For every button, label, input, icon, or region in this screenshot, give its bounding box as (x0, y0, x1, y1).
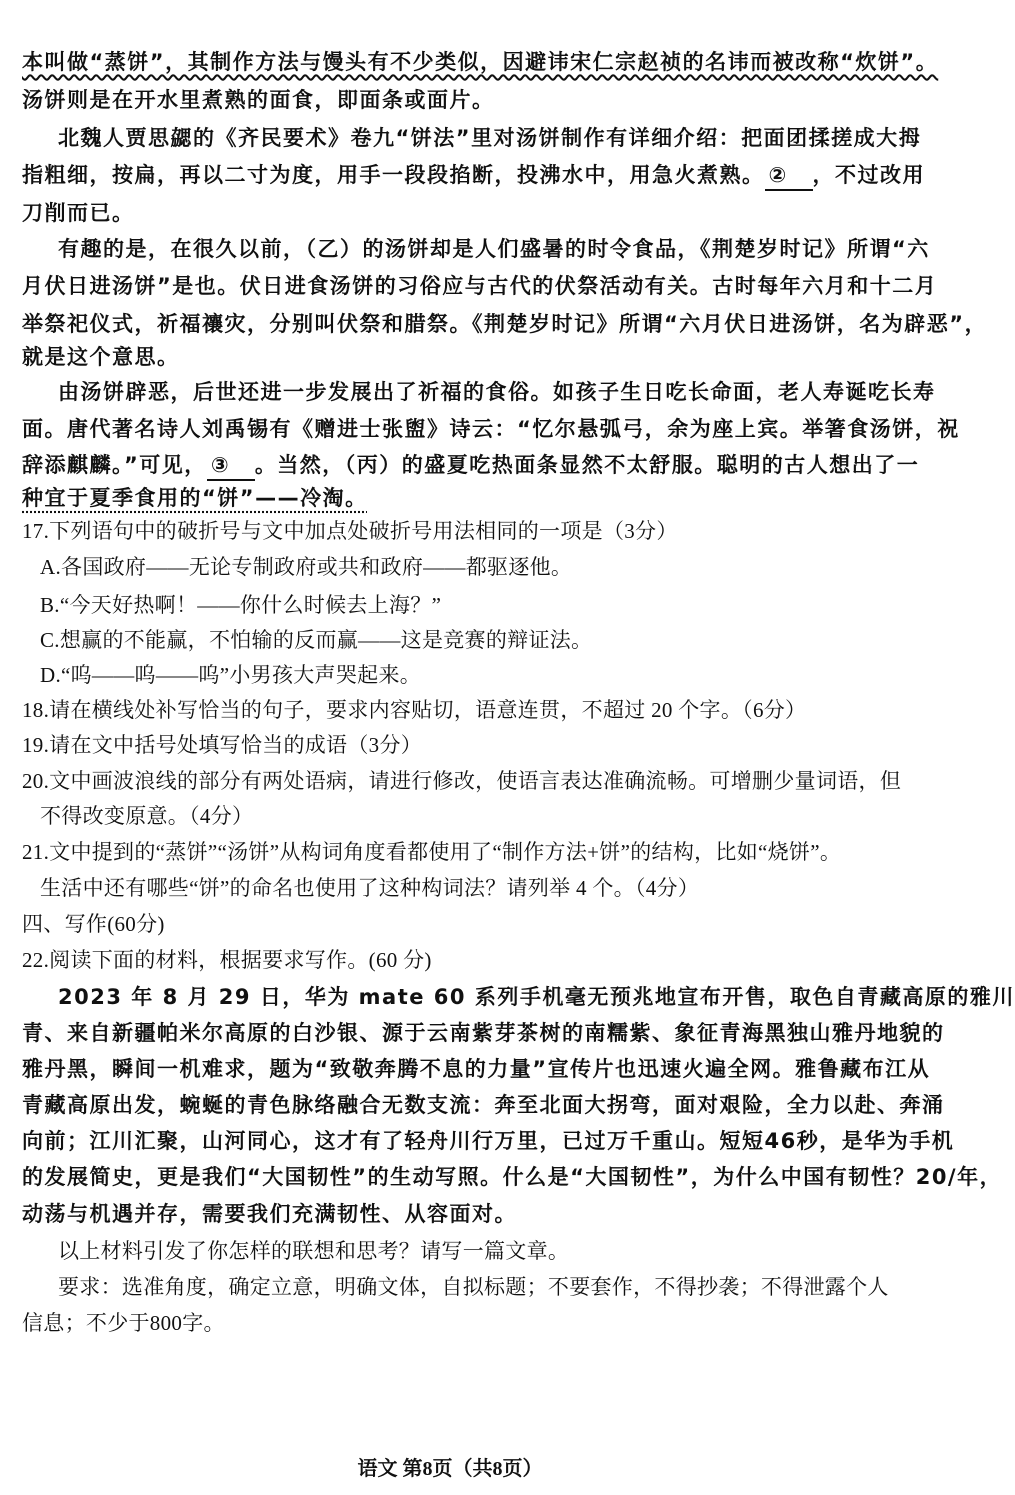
q17-option-d: D.“呜——呜——呜”小男孩大声哭起来。 (40, 663, 422, 687)
q19-text: 19.请在文中括号处填写恰当的成语（3分） (22, 733, 423, 757)
material-line-7: 动荡与机遇并存，需要我们充满韧性、从容面对。 (22, 1202, 517, 1226)
q17-option-c: C.想赢的不能赢，不怕输的反而赢——这是竞赛的辩证法。 (40, 628, 593, 652)
passage-line-2: 汤饼则是在开水里煮熟的面食，即面条或面片。 (22, 88, 495, 112)
q18-text: 18.请在横线处补写恰当的句子，要求内容贴切，语意连贯，不超过 20 个字。（6分） (22, 698, 807, 722)
q20-line-2: 不得改变原意。（4分） (40, 804, 254, 828)
page-footer: 语文 第8页（共8页） (357, 1458, 543, 1480)
q22-stem: 22.阅读下面的材料，根据要求写作。(60 分) (22, 948, 432, 972)
passage-line-11: 面。唐代著名诗人刘禹锡有《赠进士张盥》诗云：“忆尔悬弧弓，余为座上宾。举箸食汤饼，祝 (22, 417, 960, 441)
material-line-1: 2023 年 8 月 29 日，华为 mate 60 系列手机毫无预兆地宣布开售，取色自青藏高原的雅川 (58, 985, 1015, 1009)
q17-stem: 17.下列语句中的破折号与文中加点处破折号用法相同的一项是（3分） (22, 519, 678, 543)
q17-option-a: A.各国政府——无论专制政府或共和政府——都驱逐他。 (40, 555, 573, 579)
material-line-5: 向前；江川汇聚，山河同心，这才有了轻舟川行万里，已过万千重山。短短46秒，是华为手机 (22, 1129, 955, 1153)
passage-line-6: 有趣的是，在很久以前，（乙）的汤饼却是人们盛暑的时令食品，《荆楚岁时记》所谓“六 (58, 237, 930, 261)
passage-line-9: 就是这个意思。 (22, 345, 180, 369)
passage-line-12: 辞添麒麟。”可见， ③ 。当然，（丙）的盛夏吃热面条显然不太舒服。聪明的古人想出了一 (22, 451, 890, 481)
material-line-3: 雅丹黑，瞬间一机难求，题为“致敬奔腾不息的力量”宣传片也迅速火遍全网。雅鲁藏布江从 (22, 1057, 931, 1081)
q21-line-2: 生活中还有哪些“饼”的命名也使用了这种构词法？请列举 4 个。（4分） (40, 876, 700, 900)
passage-line-10: 由汤饼辟恶，后世还进一步发展出了祈福的食俗。如孩子生日吃长命面，老人寿诞吃长寿 (58, 380, 936, 404)
passage-line-8: 举祭祀仪式，祈福禳灾，分别叫伏祭和腊祭。《荆楚岁时记》所谓“六月伏日进汤饼，名为辟恶”， (22, 312, 988, 336)
q21-line-1: 21.文中提到的“蒸饼”“汤饼”从构词角度看都使用了“制作方法+饼”的结构，比如“烧饼”。 (22, 840, 842, 864)
blank-2: ② (765, 161, 813, 191)
passage-line-7: 月伏日进汤饼”是也。伏日进食汤饼的习俗应与古代的伏祭活动有关。古时每年六月和十二月 (22, 274, 938, 298)
passage-line-5: 刀削而已。 (22, 201, 135, 225)
q17-option-b: B.“今天好热啊！——你什么时候去上海？” (40, 593, 442, 617)
writing-requirements-2: 信息；不少于800字。 (22, 1311, 225, 1335)
blank-3: ③ (207, 451, 255, 481)
passage-line-3: 北魏人贾思勰的《齐民要术》卷九“饼法”里对汤饼制作有详细介绍：把面团揉搓成大拇 (58, 126, 922, 150)
material-line-4: 青藏高原出发，蜿蜒的青色脉络融合无数支流：奔至北面大拐弯，面对艰险，全力以赴、奔涌 (22, 1093, 945, 1117)
passage-line-4: 指粗细，按扁，再以二寸为度，用手一段段掐断，投沸水中，用急火煮熟。 ② ，不过改用 (22, 161, 890, 191)
section-heading-writing: 四、写作(60分) (22, 912, 165, 936)
material-line-6: 的发展简史，更是我们“大国韧性”的生动写照。什么是“大国韧性”，为什么中国有韧性？20/年， (22, 1165, 1003, 1189)
material-line-2: 青、来自新疆帕米尔高原的白沙银、源于云南紫芽茶树的南糯紫、象征青海黑独山雅丹地貌的 (22, 1021, 945, 1045)
passage-line-13 (22, 484, 890, 512)
wavy-underlined-text: 本叫做“蒸饼”，其制作方法与馒头有不少类似，因避讳宋仁宗赵祯的名讳而被改称“炊饼”。 (22, 50, 939, 74)
writing-prompt: 以上材料引发了你怎样的联想和思考？请写一篇文章。 (58, 1239, 570, 1263)
passage-line-1 (22, 48, 939, 76)
dotted-underlined-text: 种宜于夏季食用的“饼”——冷淘。 (22, 486, 368, 510)
q20-line-1: 20.文中画波浪线的部分有两处语病，请进行修改，使语言表达准确流畅。可增删少量词语，但 (22, 769, 902, 793)
writing-requirements-1: 要求：选准角度，确定立意，明确文体，自拟标题；不要套作，不得抄袭；不得泄露个人 (58, 1275, 889, 1299)
